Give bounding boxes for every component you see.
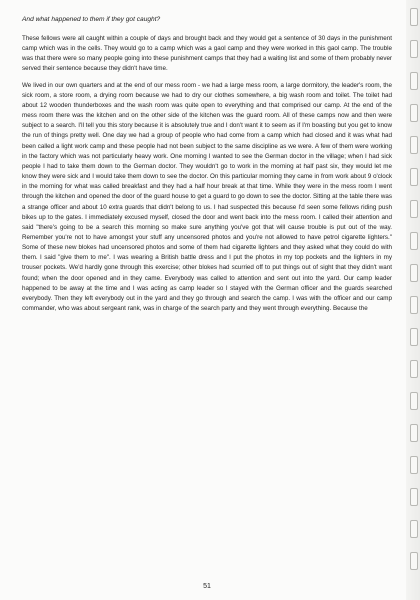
paragraph-2: We lived in our own quarters and at the end of our mess room - we had a large mess room, a large dormitory, the leader's room, the sick room, a store room, a drying room because we had to dry our clothes somewhere, a big wash room and toilet. The toilet had about 12 wooden thunderboxes and the wash room was quite open to everything and that comprised our camp. At the end of the mess room there was the kitchen and on the other side of the kitchen was the guard room. All of these camps now and then were subject to a search. I'll tell you this story because it is absolutely true and I don't want it to seem as if I'm boasting but you get to know the run of things pretty well. One day we had a group of people who had come from a camp which had closed and it was what had been called a light work camp and these people had not been subject to the same discipline as we were. A few of them were working in the factory which was not particularly heavy work. One morning I wanted to see the German doctor in the village; when I had sick people I had to take them down to the German doctor. They wouldn't go to work in the morning at half past six, they would let me know they were sick and I would take them down to see the doctor. On this particular morning they came in from work about 9 o'clock in the morning for what was called breakfast and they had a half hour break at that time. While they were in the mess room I went through the kitchen and opened the door of the guard house to get a guard to go down to see the doctor. Sitting at the table there was a strange officer and about 10 extra guards that didn't belong to us. I had suspected this because I'd seen some fellows riding push bikes up to the gates. I immediately excused myself, closed the door and went back into the mess room. I called their attention and said "there's going to be a search this morning so make sure anything you've got that will cause trouble is put out of the way. Remember you're not to have amongst your stuff any uncensored photos and you're not allowed to have petrol cigarette lighters." Some of these new blokes had uncensored photos and some of them had cigarette lighters and they asked what they could do with them. I said "give them to me". I was wearing a British battle dress and I put the photos in my top pockets and the lighters in my trouser pockets. We'd hardly gone through this exercise; other blokes had scurried off to put things out of sight that they didn't want found; when the door opened and in they came. Everybody was called to attention and sent out into the yard. Our camp leader happened to be away at the time and I was acting as camp leader so I stayed with the German officer and the guards searched everybody. Then they left everybody out in the yard and they go through and search the camp. I was with the officer and our camp commander, who was about sergeant rank, was in charge of the search party and they went through everything. Because the: [22, 81, 392, 313]
binder-ring: [410, 424, 418, 442]
binder-ring: [410, 552, 418, 570]
binder-ring: [410, 520, 418, 538]
binder-ring: [410, 40, 418, 58]
binder-ring: [410, 72, 418, 90]
binder-ring: [410, 104, 418, 122]
binder-edge: [406, 0, 420, 600]
interview-question: And what happened to them if they got caught?: [22, 16, 161, 23]
document-page: [22, 15, 392, 590]
binder-ring: [410, 200, 418, 218]
binder-ring: [410, 232, 418, 250]
binder-ring: [410, 360, 418, 378]
paragraph-1: These fellows were all caught within a couple of days and brought back and they would get a sentence of 30 days in the punishment camp which was in the cells. They would go to a camp which was a gaol camp and they were worked in this gaol camp. The trouble was that there were so many people going into these punishment camps that they had a waiting list and some of them probably never served their sentence because they didn't have time.: [22, 35, 392, 73]
binder-ring: [410, 392, 418, 410]
binder-ring: [410, 264, 418, 282]
binder-ring: [410, 328, 418, 346]
page-number: 51: [203, 583, 211, 590]
binder-ring: [410, 8, 418, 26]
binder-ring: [410, 136, 418, 154]
binder-ring: [410, 488, 418, 506]
binder-ring: [410, 168, 418, 186]
binder-ring: [410, 296, 418, 314]
binder-ring: [410, 456, 418, 474]
